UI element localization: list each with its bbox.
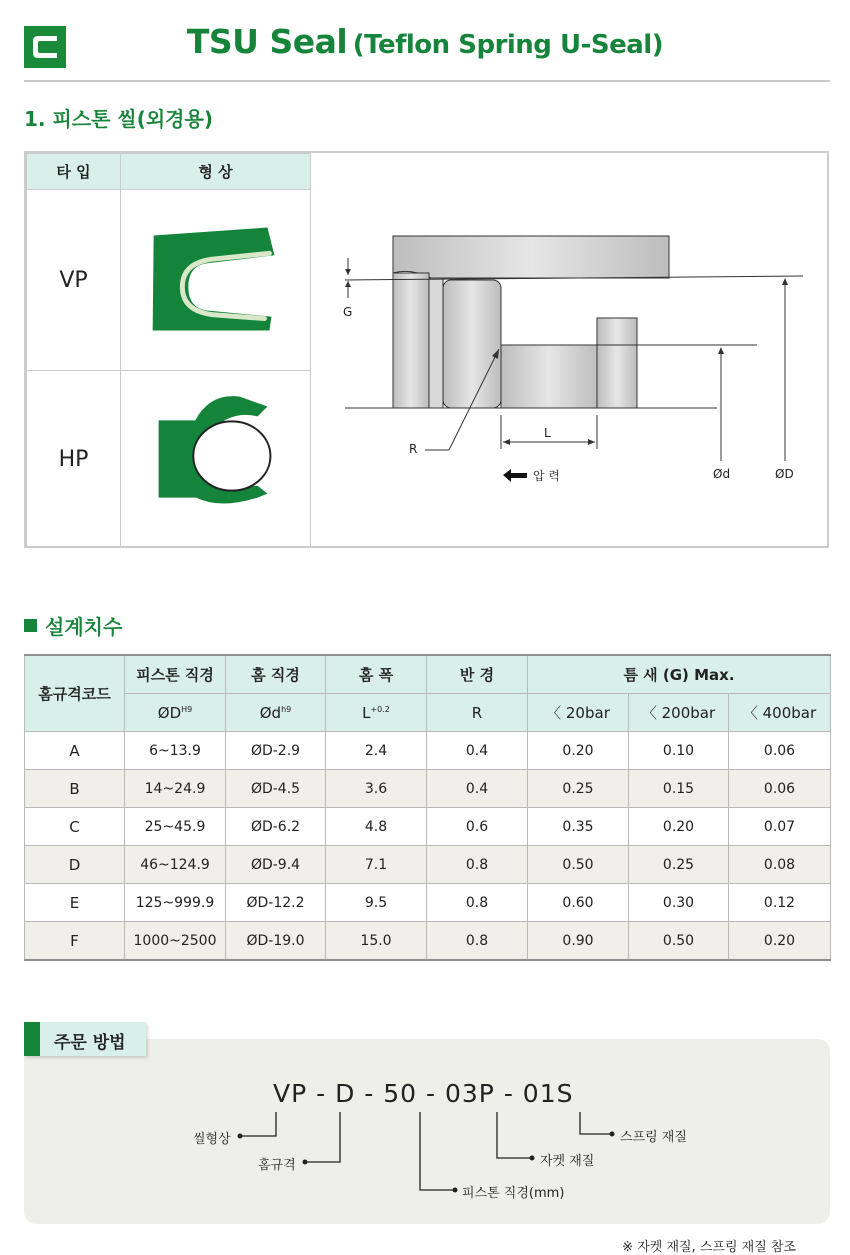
dimension-table bbox=[24, 654, 831, 961]
section-title-dimensions bbox=[24, 611, 122, 640]
table-cell: 0.6 bbox=[427, 808, 528, 846]
sub-groove-label: Ød bbox=[259, 703, 282, 722]
sub-piston bbox=[125, 694, 226, 732]
col-groove-width: 홈 폭 bbox=[326, 655, 427, 694]
sub-groove bbox=[226, 694, 326, 732]
table-cell: 0.10 bbox=[629, 732, 729, 770]
table-cell: 0.8 bbox=[427, 884, 528, 922]
type-hp-label: HP bbox=[58, 446, 89, 472]
table-cell: ØD-9.4 bbox=[226, 846, 326, 884]
label-piston-dia: 피스톤 직경(mm) bbox=[462, 1186, 565, 1201]
table-cell: 0.8 bbox=[427, 846, 528, 884]
order-code-example: VP - D - 50 - 03P - 01S bbox=[273, 1079, 574, 1108]
label-g: G bbox=[343, 305, 353, 319]
table-cell: 0.50 bbox=[629, 922, 729, 961]
table-cell: 0.30 bbox=[629, 884, 729, 922]
cell-code: F bbox=[25, 922, 125, 961]
table-cell: 0.20 bbox=[729, 922, 831, 961]
hp-seal-shape bbox=[121, 370, 310, 548]
title-sub: (Teflon Spring U-Seal) bbox=[352, 30, 664, 60]
sub-width-sup: +0.2 bbox=[370, 704, 390, 714]
order-tab-label: 주문 방법 bbox=[54, 1033, 126, 1053]
table-cell: ØD-19.0 bbox=[226, 922, 326, 961]
table-cell: 0.4 bbox=[427, 770, 528, 808]
table-cell: 0.12 bbox=[729, 884, 831, 922]
page-title bbox=[0, 22, 850, 61]
sub-piston-sup: H9 bbox=[181, 704, 193, 714]
order-code-leaders bbox=[0, 1100, 850, 1210]
col-groove-dia: 홈 직경 bbox=[226, 655, 326, 694]
table-cell: 25~45.9 bbox=[125, 808, 226, 846]
table-cell: 9.5 bbox=[326, 884, 427, 922]
table-cell: 14~24.9 bbox=[125, 770, 226, 808]
sub-piston-label: ØD bbox=[157, 703, 182, 722]
table-row bbox=[25, 846, 831, 884]
sub-p400: 〈 400bar bbox=[729, 694, 831, 732]
table-cell: 0.35 bbox=[528, 808, 629, 846]
label-l: L bbox=[544, 426, 551, 440]
table-cell: 7.1 bbox=[326, 846, 427, 884]
vp-shape-cell bbox=[120, 189, 311, 371]
sub-p20: 〈 20bar bbox=[528, 694, 629, 732]
label-pressure: 압 력 bbox=[533, 469, 560, 483]
table-cell: 0.90 bbox=[528, 922, 629, 961]
dimension-rows bbox=[25, 732, 831, 961]
table-cell: 15.0 bbox=[326, 922, 427, 961]
col-piston-dia: 피스톤 직경 bbox=[125, 655, 226, 694]
table-cell: 0.8 bbox=[427, 922, 528, 961]
table-cell: 0.06 bbox=[729, 732, 831, 770]
table-cell: 6~13.9 bbox=[125, 732, 226, 770]
table-row bbox=[25, 770, 831, 808]
table-cell: 2.4 bbox=[326, 732, 427, 770]
table-cell: 0.60 bbox=[528, 884, 629, 922]
sub-radius: R bbox=[427, 694, 528, 732]
sub-p200: 〈 200bar bbox=[629, 694, 729, 732]
type-row-hp bbox=[26, 370, 121, 548]
table-cell: 1000~2500 bbox=[125, 922, 226, 961]
table-row bbox=[25, 922, 831, 961]
table-cell: 0.15 bbox=[629, 770, 729, 808]
label-d-small: Ød bbox=[713, 467, 731, 481]
footnote: ※ 자켓 재질, 스프링 재질 참조 bbox=[622, 1240, 796, 1255]
groove-diagram bbox=[311, 153, 829, 548]
table-cell: 3.6 bbox=[326, 770, 427, 808]
table-cell: 0.25 bbox=[528, 770, 629, 808]
hp-shape-cell bbox=[120, 370, 311, 548]
table-cell: 0.4 bbox=[427, 732, 528, 770]
sub-width-label: L bbox=[362, 703, 371, 722]
order-method-tab bbox=[24, 1022, 146, 1056]
type-col-header bbox=[26, 153, 121, 190]
table-row bbox=[25, 884, 831, 922]
table-row bbox=[25, 732, 831, 770]
label-r: R bbox=[409, 442, 418, 456]
table-row bbox=[25, 808, 831, 846]
cell-code: D bbox=[25, 846, 125, 884]
table-cell: 0.50 bbox=[528, 846, 629, 884]
label-spring-material: 스프링 재질 bbox=[620, 1130, 687, 1145]
sub-width bbox=[326, 694, 427, 732]
table-cell: ØD-4.5 bbox=[226, 770, 326, 808]
order-tab-accent bbox=[24, 1022, 40, 1056]
section-title-dimensions-label: 설계치수 bbox=[45, 615, 123, 639]
table-cell: 0.06 bbox=[729, 770, 831, 808]
label-jacket-material: 자켓 재질 bbox=[540, 1154, 595, 1169]
table-cell: 4.8 bbox=[326, 808, 427, 846]
cell-code: B bbox=[25, 770, 125, 808]
table-cell: 46~124.9 bbox=[125, 846, 226, 884]
col-code: 홈규격코드 bbox=[25, 655, 125, 732]
table-cell: 0.20 bbox=[528, 732, 629, 770]
type-col-header-label: 타 입 bbox=[56, 163, 91, 181]
cell-code: C bbox=[25, 808, 125, 846]
table-cell: 0.08 bbox=[729, 846, 831, 884]
cell-code: E bbox=[25, 884, 125, 922]
shape-col-header bbox=[120, 153, 311, 190]
label-seal-shape: 씰형상 bbox=[193, 1132, 231, 1147]
cell-code: A bbox=[25, 732, 125, 770]
sub-groove-sup: h9 bbox=[281, 704, 292, 714]
type-row-vp bbox=[26, 189, 121, 371]
section-title-piston-seal: 1. 피스톤 씰(외경용) bbox=[24, 107, 213, 131]
vp-seal-shape bbox=[121, 189, 310, 371]
shape-col-header-label: 형 상 bbox=[198, 163, 233, 181]
label-groove-spec: 홈규격 bbox=[258, 1158, 296, 1173]
table-cell: ØD-12.2 bbox=[226, 884, 326, 922]
col-gap: 틈 새 (G) Max. bbox=[528, 655, 831, 694]
table-cell: 0.20 bbox=[629, 808, 729, 846]
table-cell: ØD-6.2 bbox=[226, 808, 326, 846]
table-cell: 125~999.9 bbox=[125, 884, 226, 922]
table-cell: ØD-2.9 bbox=[226, 732, 326, 770]
table-cell: 0.07 bbox=[729, 808, 831, 846]
header-divider bbox=[24, 80, 830, 82]
type-table bbox=[24, 151, 829, 548]
table-cell: 0.25 bbox=[629, 846, 729, 884]
label-d-large: ØD bbox=[775, 467, 794, 481]
col-radius: 반 경 bbox=[427, 655, 528, 694]
bullet-square-icon bbox=[24, 619, 37, 632]
title-main: TSU Seal bbox=[186, 22, 348, 61]
type-vp-label: VP bbox=[59, 267, 88, 293]
